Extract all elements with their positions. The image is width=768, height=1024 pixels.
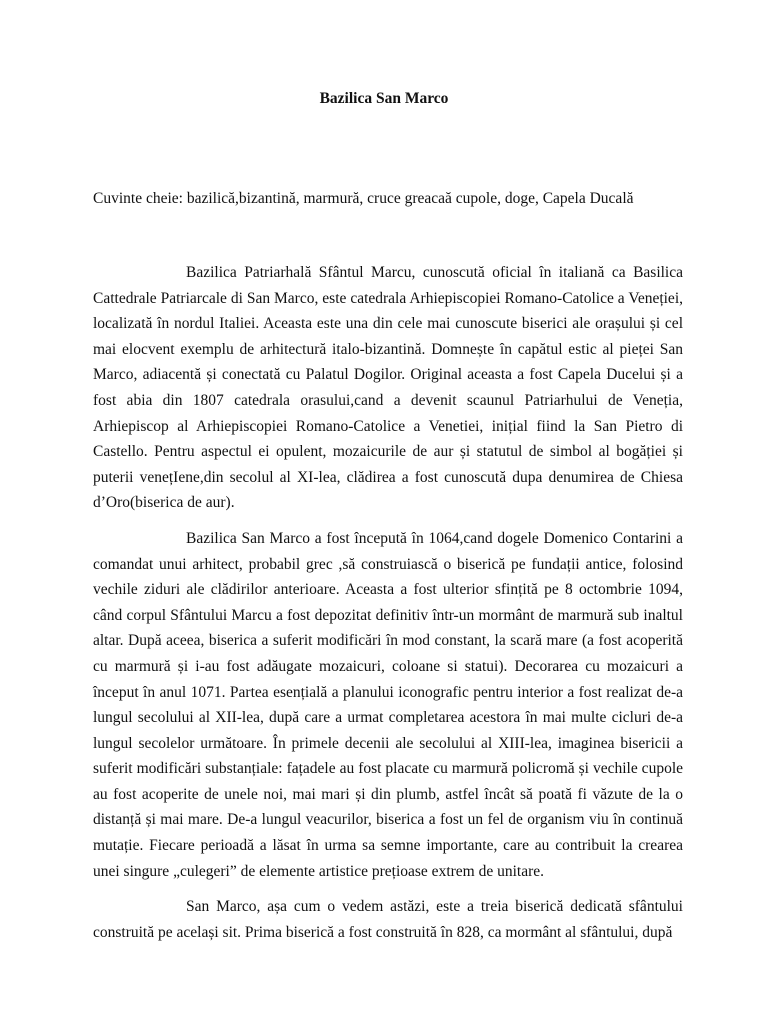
keywords-line: Cuvinte cheie: bazilică,bizantină, marmură, cruce greacaă cupole, doge, Capela Ducală (93, 190, 634, 207)
paragraph-1: Bazilica Patriarhală Sfântul Marcu, cunoscută oficial în italiană ca Basilica Cattedrale Patriarcale di San Marco, este catedrala Arhiepiscopiei Romano-Catolice a Veneției, localizată în nordul Italiei. Aceasta este una din cele mai cunoscute biserici ale orașului și cel mai elocvent exemplu de arhitectură italo-bizantină. Domnește în capătul estic al pieței San Marco, adiacentă și conectată cu Palatul Dogilor. Original aceasta a fost Capela Ducelui și a fost abia din 1807 catedrala orasului,cand a devenit scaunul Patriarhului de Veneția, Arhiepiscop al Arhiepiscopiei Romano-Catolice a Venetiei, inițial fiind la San Pietro di Castello. Pentru aspectul ei opulent, mozaicurile de aur și statutul de simbol al bogăției și puterii venețIene,din secolul al XI-lea, clădirea a fost cunoscută dupa denumirea de Chiesa d’Oro(biserica de aur). (93, 264, 683, 512)
paragraph-2: Bazilica San Marco a fost începută în 1064,cand dogele Domenico Contarini a comandat unui arhitect, probabil grec ,să construiască o biserică pe fundații antice, folosind vechile ziduri ale clădirilor anterioare. Aceasta a fost ulterior sfințită pe 8 octombrie 1094, când corpul Sfântului Marcu a fost depozitat definitiv într-un mormânt de marmură sub inaltul altar. După aceea, biserica a suferit modificări în mod constant, la scară mare (a fost acoperită cu marmură și i-au fost adăugate mozaicuri, coloane si statui). Decorarea cu mozaicuri a început în anul 1071. Partea esențială a planului iconografic pentru interior a fost realizat de-a lungul secolului al XII-lea, după care a urmat completarea acestora în mai multe cicluri de-a lungul secolelor următoare. În primele decenii ale secolului al XIII-lea, imaginea bisericii a suferit modificări substanțiale: fațadele au fost placate cu marmură policromă și vechile cupole au fost acoperite de unele noi, mai mari și din plumb, astfel încât să poată fi văzute de la o distanță și mai mare. De-a lungul veacurilor, biserica a fost un fel de organism viu în continuă mutație. Fiecare perioadă a lăsat în urma sa semne importante, care au contribuit la crearea unei singure „culegeri” de elemente artistice prețioase extrem de unitare. (93, 529, 683, 880)
document-body (93, 260, 683, 955)
document-title: Bazilica San Marco (319, 90, 449, 107)
paragraph-3: San Marco, așa cum o vedem astăzi, este a treia biserică dedicată sfântului construită pe același sit. Prima biserică a fost construită în 828, ca mormânt al sfântului, după (93, 898, 683, 941)
